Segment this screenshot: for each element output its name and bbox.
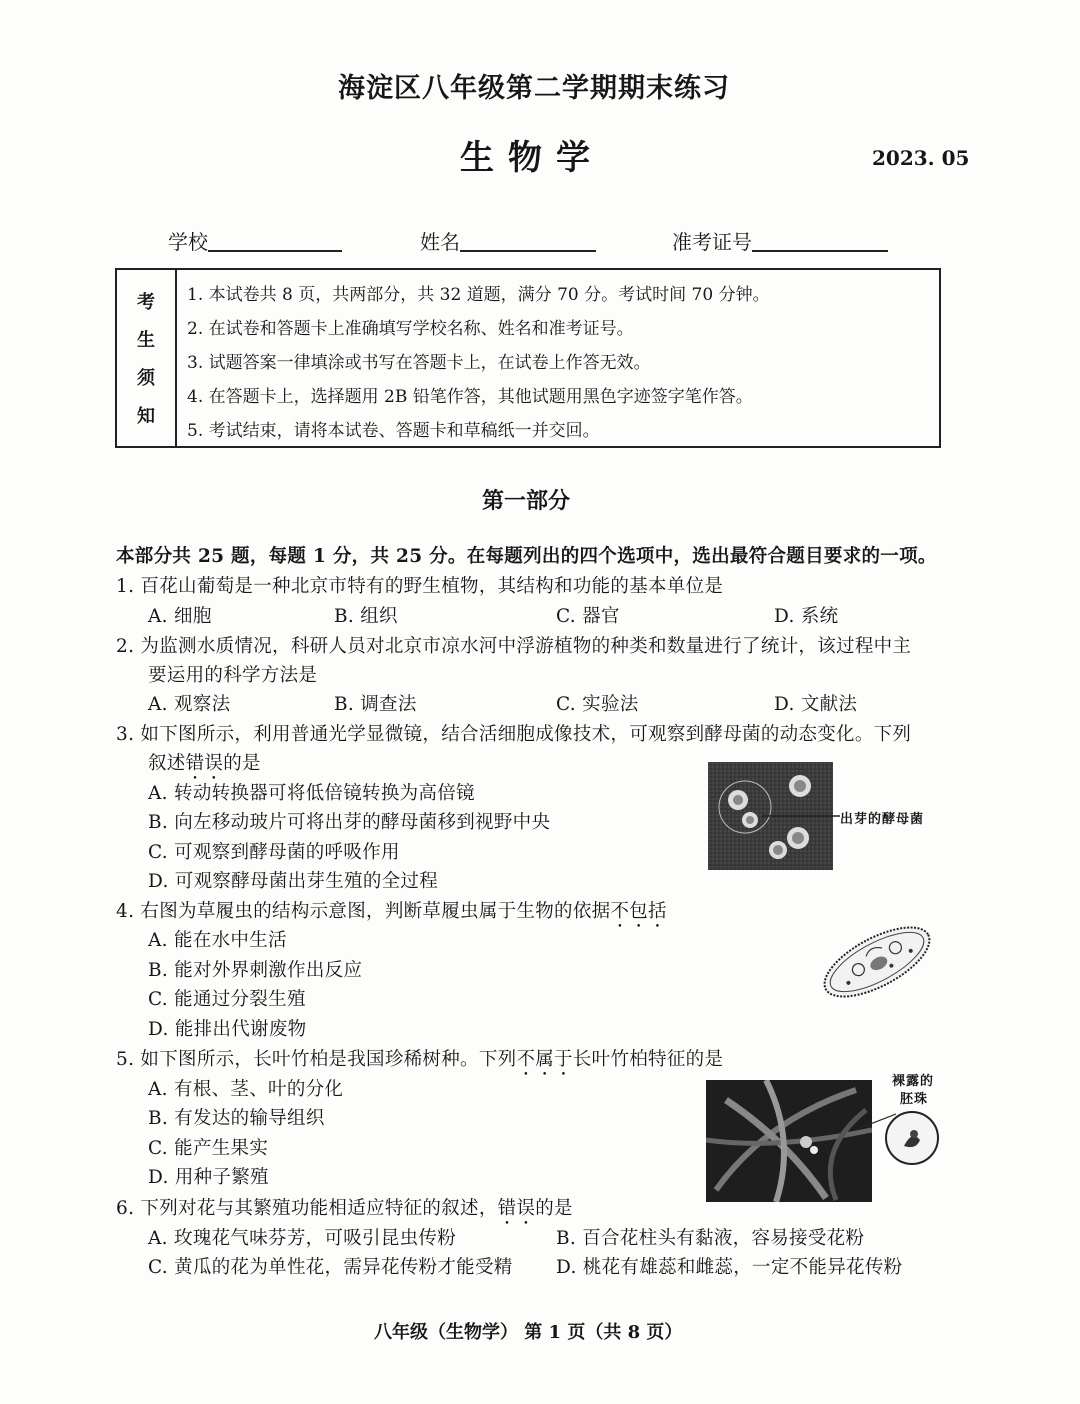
- q4-stem-pre: 4. 右图为草履虫的结构示意图，判断草履虫属于生物的依据: [116, 901, 611, 922]
- exam-id-blank[interactable]: [752, 228, 888, 252]
- q5-stem-pre: 5. 如下图所示，长叶竹柏是我国珍稀树种。下列: [116, 1049, 517, 1070]
- q3-option-a: A. 转动转换器可将低倍镜转换为高倍镜: [148, 783, 475, 804]
- q1-option-a: A. 细胞: [148, 606, 212, 627]
- q2-stem-line1: 2. 为监测水质情况，科研人员对北京市凉水河中浮游植物的种类和数量进行了统计，该过程中主: [116, 636, 912, 657]
- paramecium-diagram: [812, 912, 942, 1012]
- q4-option-b: B. 能对外界刺激作出反应: [148, 960, 363, 981]
- q1-option-c: C. 器官: [556, 606, 620, 627]
- q5-option-c: C. 能产生果实: [148, 1138, 269, 1159]
- q6-option-d: D. 桃花有雄蕊和雌蕊，一定不能异花传粉: [556, 1257, 903, 1278]
- q6-option-c: C. 黄瓜的花为单性花，需异花传粉才能受精: [148, 1257, 513, 1278]
- q6-option-b: B. 百合花柱头有黏液，容易接受花粉: [556, 1228, 865, 1249]
- q4-option-d: D. 能排出代谢废物: [148, 1019, 307, 1040]
- ovule-label-line: [860, 1110, 900, 1130]
- name-label: 姓名: [420, 230, 460, 254]
- notice-label-char: 生: [137, 330, 155, 351]
- q2-option-b: B. 调查法: [334, 694, 417, 715]
- q5-option-d: D. 用种子繁殖: [148, 1167, 269, 1188]
- q5-stem-post: 长叶竹柏特征的是: [572, 1049, 724, 1070]
- yeast-label-line: [762, 812, 840, 820]
- notice-item: 4. 在答题卡上，选择题用 2B 铅笔作答，其他试题用黑色字迹签字笔作答。: [187, 387, 753, 407]
- q4-stem-emphasis: 不包括: [610, 901, 667, 922]
- q1-option-d: D. 系统: [774, 606, 839, 627]
- q2-option-d: D. 文献法: [774, 694, 858, 715]
- notice-items: [187, 278, 770, 448]
- school-label: 学校: [168, 230, 208, 254]
- q3-stem-line1: 3. 如下图所示，利用普通光学显微镜，结合活细胞成像技术，可观察到酵母菌的动态变化。下列: [116, 724, 912, 745]
- notice-item: 2. 在试卷和答题卡上准确填写学校名称、姓名和准考证号。: [187, 319, 634, 339]
- q2-option-c: C. 实验法: [556, 694, 639, 715]
- exam-title: 海淀区八年级第二学期期末练习: [338, 73, 730, 104]
- notice-label: [117, 270, 177, 446]
- q2-stem-line2: 要运用的科学方法是: [148, 665, 318, 686]
- q5-stem-emphasis: 不属于: [516, 1049, 573, 1070]
- podocarpus-photo: [706, 1080, 872, 1202]
- exam-date: 2023. 05: [872, 146, 970, 170]
- exam-id-label: 准考证号: [672, 230, 752, 254]
- subject-title: 生物学: [460, 138, 604, 178]
- name-field: [420, 226, 596, 255]
- notice-item: 5. 考试结束，请将本试卷、答题卡和草稿纸一并交回。: [187, 421, 600, 441]
- exam-id-field: [672, 226, 888, 255]
- notice-box: [115, 268, 941, 448]
- q6-stem-post: 的是: [535, 1198, 573, 1219]
- q3-stem-emphasis: 错误: [185, 753, 224, 774]
- yeast-figure-label: 出芽的酵母菌: [840, 812, 925, 827]
- q6-option-a: A. 玫瑰花气味芬芳，可吸引昆虫传粉: [148, 1228, 457, 1249]
- school-blank[interactable]: [208, 228, 342, 252]
- q5-option-a: A. 有根、茎、叶的分化: [148, 1079, 344, 1100]
- q5-option-b: B. 有发达的输导组织: [148, 1108, 325, 1129]
- q2-option-a: A. 观察法: [148, 694, 231, 715]
- section-title: 第一部分: [482, 488, 571, 514]
- section-instruction: 本部分共 25 题，每题 1 分，共 25 分。在每题列出的四个选项中，选出最符合题目要求的一项。: [116, 546, 937, 567]
- notice-label-char: 知: [137, 406, 155, 427]
- page-footer: 八年级（生物学） 第 1 页（共 8 页）: [374, 1322, 683, 1343]
- school-field: [168, 226, 342, 255]
- q6-stem-pre: 6. 下列对花与其繁殖功能相适应特征的叙述，: [116, 1198, 498, 1219]
- notice-item: 3. 试题答案一律填涂或书写在答题卡上，在试卷上作答无效。: [187, 353, 651, 373]
- notice-label-char: 须: [137, 368, 155, 389]
- q3-stem-pre: 叙述: [148, 753, 186, 774]
- notice-item: 1. 本试卷共 8 页，共两部分，共 32 道题，满分 70 分。考试时间 70 分钟。: [187, 285, 770, 305]
- podocarpus-leaves-illustration: [706, 1080, 872, 1202]
- q4-option-c: C. 能通过分裂生殖: [148, 989, 306, 1010]
- q3-option-b: B. 向左移动玻片可将出芽的酵母菌移到视野中央: [148, 812, 551, 833]
- q3-option-d: D. 可观察酵母菌出芽生殖的全过程: [148, 871, 439, 892]
- name-blank[interactable]: [460, 228, 596, 252]
- q6-stem-emphasis: 错误: [497, 1198, 536, 1219]
- q3-stem-post: 的是: [223, 753, 261, 774]
- notice-label-char: 考: [137, 292, 155, 313]
- ovule-label-line1: 裸露的: [892, 1074, 935, 1089]
- q3-option-c: C. 可观察到酵母菌的呼吸作用: [148, 842, 400, 863]
- q1-stem: 1. 百花山葡萄是一种北京市特有的野生植物，其结构和功能的基本单位是: [116, 576, 724, 597]
- ovule-label-line2: 胚珠: [900, 1092, 929, 1107]
- q4-option-a: A. 能在水中生活: [148, 930, 287, 951]
- q1-option-b: B. 组织: [334, 606, 398, 627]
